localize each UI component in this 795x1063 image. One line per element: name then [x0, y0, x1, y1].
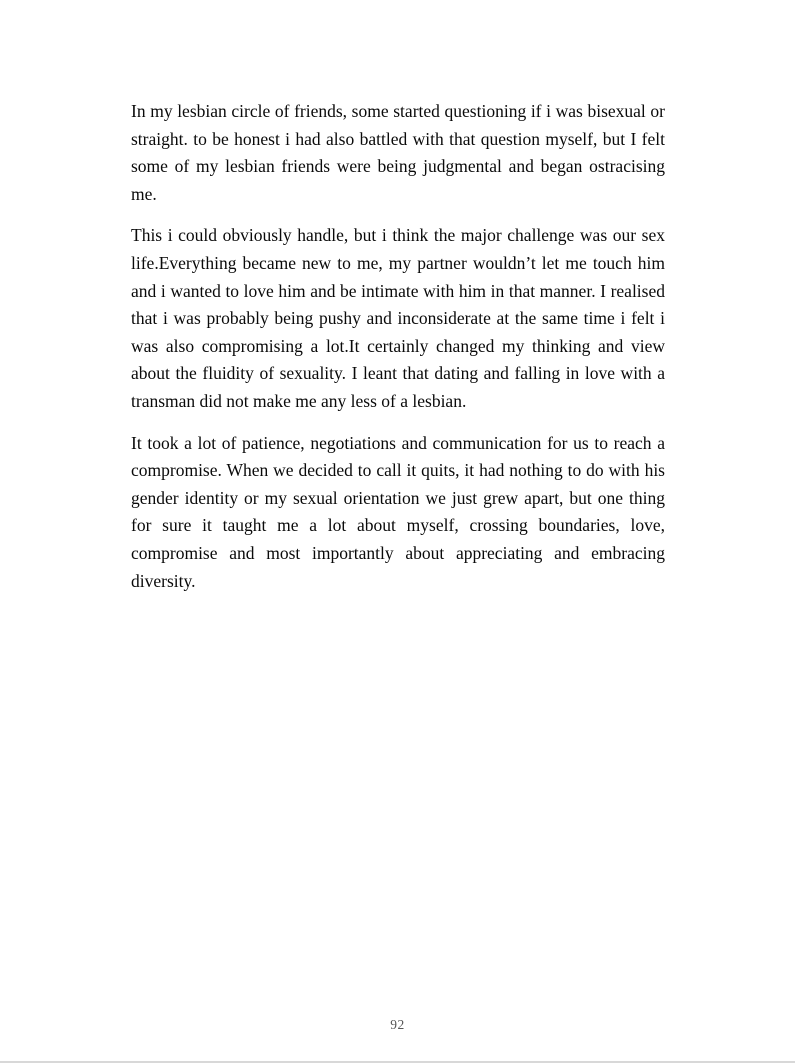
page-number: 92: [390, 1017, 405, 1032]
text-block: [131, 98, 665, 609]
paragraph: It took a lot of patience, negotiations and communication for us to reach a compromise. When we decided to call it quits, it had nothing to do with his gender identity or my sexual orientation we just grew apart, but one thing for sure it taught me a lot about myself, crossing boundaries, love, compromise and most importantly about appreciating and embracing diversity.: [131, 432, 665, 591]
paragraph: In my lesbian circle of friends, some started questioning if i was bisexual or straight. to be honest i had also battled with that question myself, but I felt some of my lesbian friends were being judgmental and began ostracising me.: [131, 101, 665, 204]
paragraph: This i could obviously handle, but i think the major challenge was our sex life.Everything became new to me, my partner wouldn’t let me touch him and i wanted to love him and be intimate with him in that manner. I realised that i was probably being pushy and inconsiderate at the same time i felt i was also compromising a lot.It certainly changed my thinking and view about the fluidity of sexuality. I leant that dating and falling in love with a transman did not make me any less of a lesbian.: [131, 225, 665, 411]
